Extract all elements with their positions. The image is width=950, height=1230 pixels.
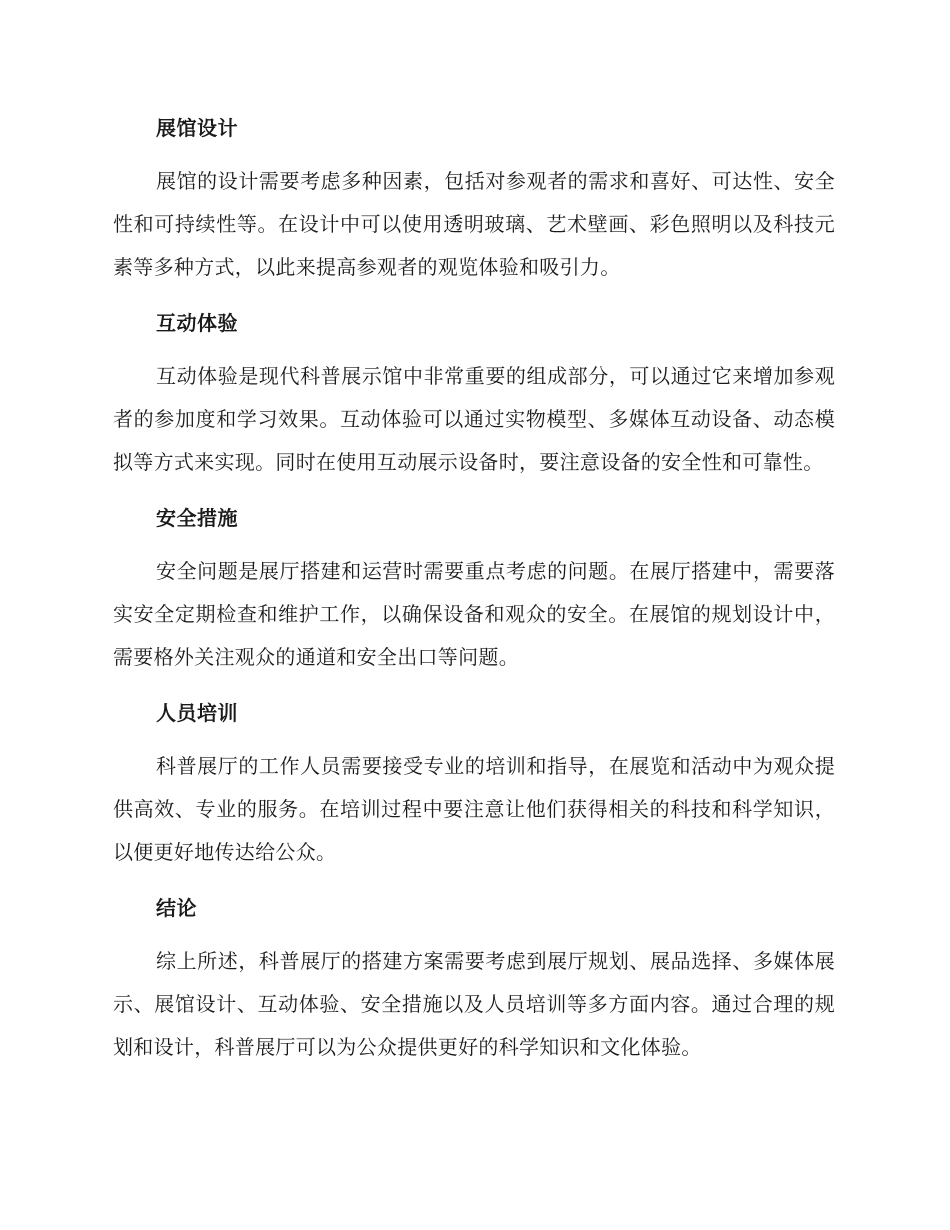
section-heading: 结论 <box>156 896 197 920</box>
section-conclusion <box>113 888 835 1069</box>
section-staff-training <box>113 693 835 874</box>
document-page <box>113 108 835 1069</box>
section-paragraph: 科普展厅的工作人员需要接受专业的培训和指导，在展览和活动中为观众提供高效、专业的服务。在培训过程中要注意让他们获得相关的科技和科学知识，以便更好地传达给公众。 <box>113 754 835 864</box>
section-heading: 人员培训 <box>156 701 238 725</box>
section-heading: 安全措施 <box>156 506 238 530</box>
section-heading: 展馆设计 <box>156 116 238 140</box>
section-paragraph: 综上所述，科普展厅的搭建方案需要考虑到展厅规划、展品选择、多媒体展示、展馆设计、互动体验、安全措施以及人员培训等多方面内容。通过合理的规划和设计，科普展厅可以为公众提供更好的科学知识和文化体验。 <box>113 949 835 1059</box>
section-paragraph: 安全问题是展厅搭建和运营时需要重点考虑的问题。在展厅搭建中，需要落实安全定期检查和维护工作，以确保设备和观众的安全。在展馆的规划设计中，需要格外关注观众的通道和安全出口等问题。 <box>113 559 835 669</box>
section-safety-measures <box>113 498 835 679</box>
section-heading: 互动体验 <box>156 311 238 335</box>
section-paragraph: 互动体验是现代科普展示馆中非常重要的组成部分，可以通过它来增加参观者的参加度和学习效果。互动体验可以通过实物模型、多媒体互动设备、动态模拟等方式来实现。同时在使用互动展示设备时，要注意设备的安全性和可靠性。 <box>113 364 835 474</box>
section-exhibition-design <box>113 108 835 289</box>
section-interactive-experience <box>113 303 835 484</box>
section-paragraph: 展馆的设计需要考虑多种因素，包括对参观者的需求和喜好、可达性、安全性和可持续性等。在设计中可以使用透明玻璃、艺术壁画、彩色照明以及科技元素等多种方式，以此来提高参观者的观览体验和吸引力。 <box>113 169 835 279</box>
